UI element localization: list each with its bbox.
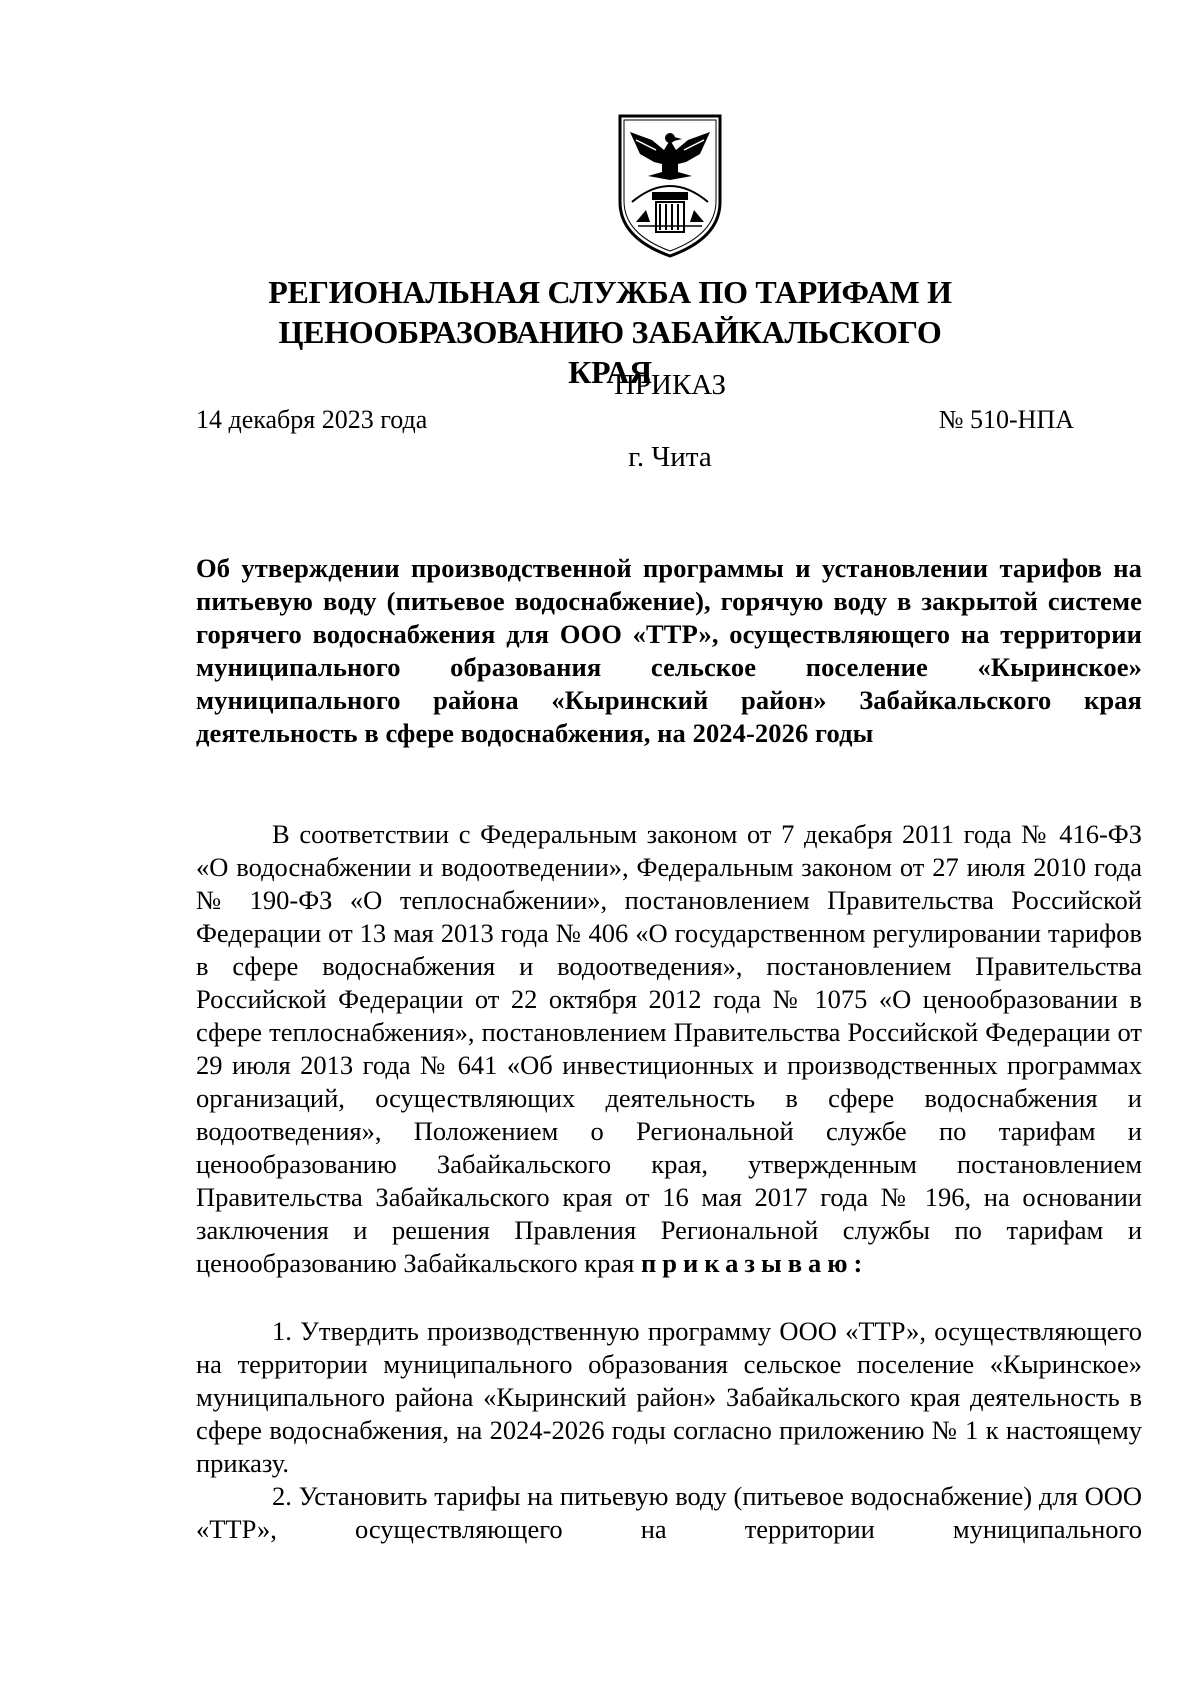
document-city: г. Чита [628,441,712,473]
item-1-paragraph: 1. Утвердить производственную программу ООО «ТТР», осуществляющего на территории муниципального образования сельское поселение «Кыринское» муниципального района «Кыринский район» Забайкальского края деятельность в сфере водоснабжения, на 2024-2026 годы согласно приложению № 1 к настоящему приказу. [196,1316,1142,1478]
agency-name-line-1: РЕГИОНАЛЬНАЯ СЛУЖБА ПО ТАРИФАМ И [268,274,952,310]
coat-of-arms-emblem [612,110,728,260]
order-word: приказываю: [640,1248,869,1278]
document-body [196,818,1142,1546]
agency-name-line-2: ЦЕНООБРАЗОВАНИЮ ЗАБАЙКАЛЬСКОГО КРАЯ [278,314,942,390]
document-type: ПРИКАЗ [613,369,727,401]
document-number: № 510-НПА [938,405,1074,434]
item-2-paragraph: 2. Установить тарифы на питьевую воду (питьевое водоснабжение) для ООО «ТТР», осуществляющего на территории муниципального [196,1481,1142,1544]
preamble-text: В соответствии с Федеральным законом от 7 декабря 2011 года № 416-ФЗ «О водоснабжении и водоотведении», Федеральным законом от 27 июля 2010 года № 190-ФЗ «О теплоснабжении», постановлением Правительства Российской Федерации от 13 мая 2013 года № 406 «О государственном регулировании тарифов в сфере водоснабжения и водоотведения», постановлением Правительства Российской Федерации от 22 октября 2012 года № 1075 «О ценообразовании в сфере теплоснабжения», постановлением Правительства Российской Федерации от 29 июля 2013 года № 641 «Об инвестиционных и производственных программах организаций, осуществляющих деятельность в сфере водоснабжения и водоотведения», Положением о Региональной службе по тарифам и ценообразованию Забайкальского края, утвержденным постановлением Правительства Забайкальского края от 16 мая 2017 года № 196, на основании заключения и решения Правления Региональной службы по тарифам и ценообразованию Забайкальского края [196,819,1142,1278]
document-title: Об утверждении производственной программы и установлении тарифов на питьевую воду (питьевое водоснабжение), горячую воду в закрытой системе горячего водоснабжения для ООО «ТТР», осуществляющего на территории муниципального образования сельское поселение «Кыринское» муниципального района «Кыринский район» Забайкальского края деятельность в сфере водоснабжения, на 2024-2026 годы [196,553,1142,748]
document-date: 14 декабря 2023 года [196,405,428,434]
preamble-paragraph [196,818,1142,1280]
